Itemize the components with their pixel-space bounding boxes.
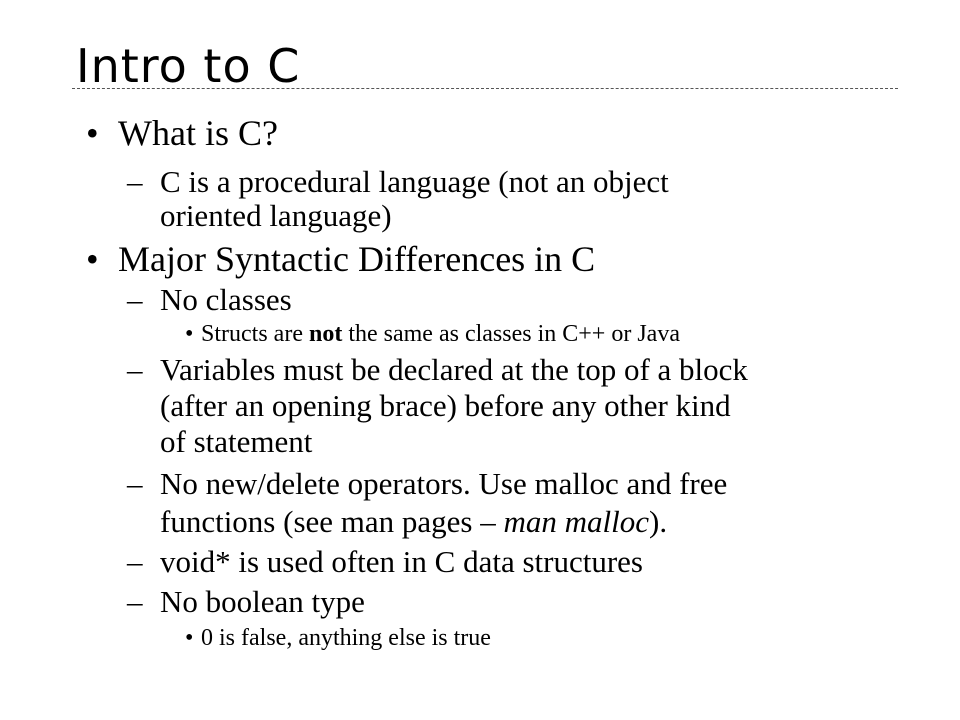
structs-post: the same as classes in C++ or Java	[342, 321, 680, 347]
slide-title: Intro to C	[76, 39, 301, 93]
structs-pre: Structs are	[201, 321, 309, 347]
sub-text: No classes	[160, 282, 292, 317]
sub-text: of statement	[160, 424, 313, 459]
sub-text	[160, 504, 667, 540]
sub-text: void* is used often in C data structures	[160, 544, 643, 579]
sub-text: oriented language)	[160, 198, 392, 233]
bullet-marker: •	[86, 239, 99, 279]
dash-marker: –	[127, 352, 143, 387]
structs-bold: not	[308, 321, 343, 347]
sub-text: No boolean type	[160, 584, 365, 619]
newdelete-post: ).	[649, 504, 668, 539]
newdelete-italic: man malloc	[503, 504, 649, 539]
sub-text: (after an opening brace) before any other kind	[160, 388, 731, 423]
dash-marker: –	[127, 282, 143, 317]
bullet-marker: •	[185, 321, 194, 347]
sub-text: Variables must be declared at the top of a block	[160, 352, 748, 387]
dash-marker: –	[127, 466, 143, 501]
bullet-text: Major Syntactic Differences in C	[118, 239, 596, 279]
bullet-marker: •	[86, 113, 99, 153]
subsub-text	[201, 320, 680, 348]
subsub-text: 0 is false, anything else is true	[201, 625, 491, 651]
newdelete-pre: functions (see man pages –	[160, 504, 504, 539]
title-divider	[72, 88, 898, 89]
bullet-text: What is C?	[118, 113, 278, 153]
sub-text: C is a procedural language (not an object	[160, 164, 669, 199]
dash-marker: –	[127, 164, 143, 199]
dash-marker: –	[127, 584, 143, 619]
bullet-marker: •	[185, 625, 194, 651]
dash-marker: –	[127, 544, 143, 579]
sub-text: No new/delete operators. Use malloc and free	[160, 466, 728, 501]
